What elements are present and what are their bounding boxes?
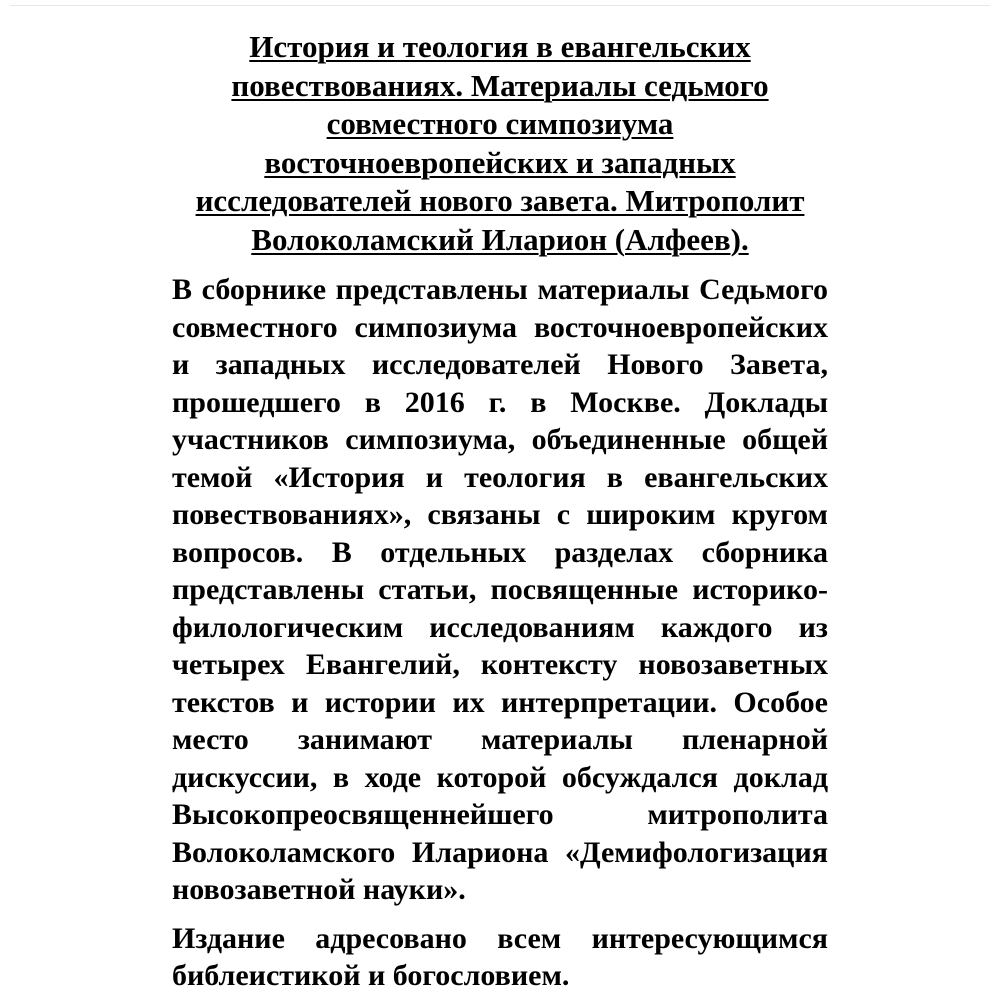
audience-paragraph: Издание адресовано всем интересующимся библеистикой и богословием. <box>172 921 828 992</box>
document-title: История и теология в евангельских повествованиях. Материалы седьмого совместного симпозиума восточноевропейских и западных исследователей нового завета. Митрополит Волоколамский Иларион (Алфеев). <box>195 29 805 257</box>
top-divider <box>10 5 990 6</box>
description-paragraph: В сборнике представлены материалы Седьмого совместного симпозиума восточноевропейских и западных исследователей Нового Завета, прошедшего в 2016 г. в Москве. Доклады участников симпозиума, объединенные общей темой «История и теология в евангельских повествованиях», связаны с широким кругом вопросов. В отдельных разделах сборника представлены статьи, посвященные историко-филологическим исследованиям каждого из четырех Евангелий, контексту новозаветных текстов и истории их интерпретации. Особое место занимают материалы пленарной дискуссии, в ходе которой обсуждался доклад Высокопреосвященнейшего митрополита Волоколамского Илариона «Демифологизация новозаветной науки». <box>172 273 828 906</box>
document-page <box>172 28 828 995</box>
